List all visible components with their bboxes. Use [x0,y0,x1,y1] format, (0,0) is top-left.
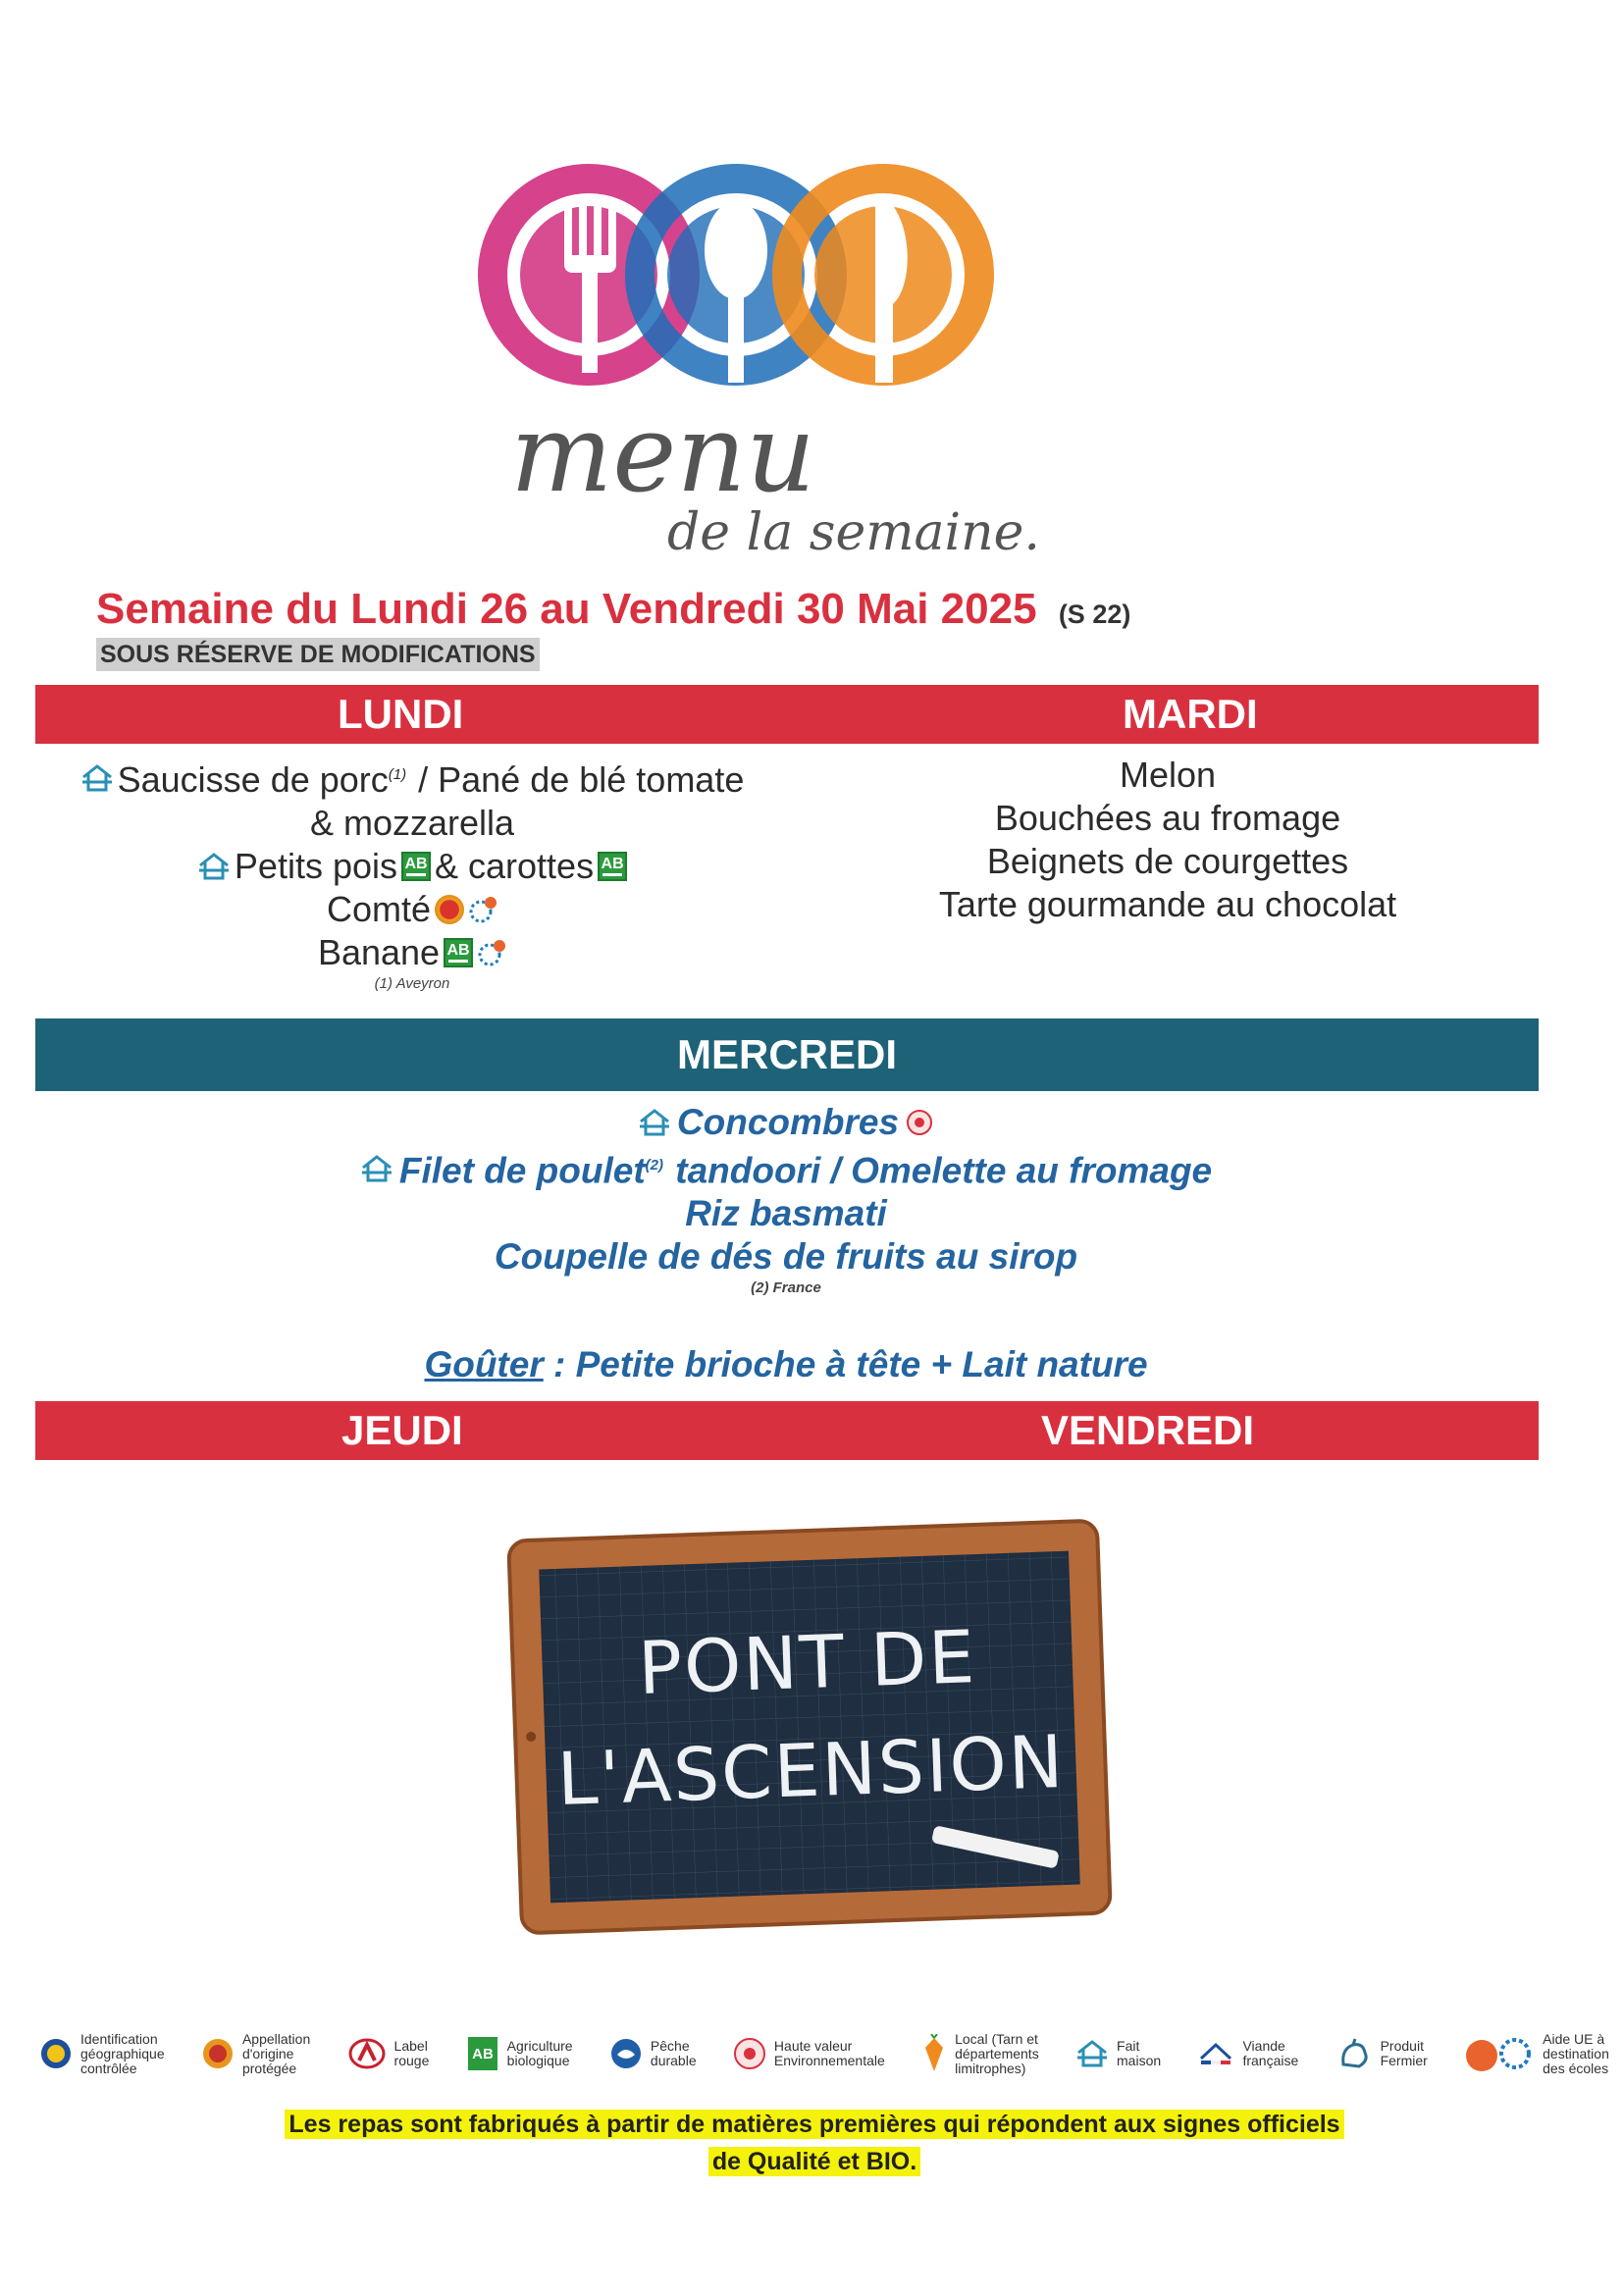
peche-durable-icon [609,2037,643,2070]
week-title-text: Semaine du Lundi 26 au Vendredi 30 Mai 2025 [96,585,1037,633]
fait-maison-icon [197,852,231,881]
lundi-line-5 [20,931,805,974]
mardi-item: Beignets de courgettes [986,841,1349,881]
mardi-item: Bouchées au fromage [994,798,1341,838]
week-title [96,585,1130,634]
mercredi-line-1 [35,1101,1537,1144]
quality-footer [196,2106,1433,2180]
label-legend [39,2019,1609,2088]
legend-item: Viande française [1197,2039,1298,2068]
fait-maison-icon [80,763,114,793]
mercredi-item-concombres: Concombres [676,1102,900,1142]
legend-item: Haute valeur Environnementale [733,2037,885,2070]
produit-fermier-icon [1335,2035,1373,2072]
bar-jeudi-vendredi [35,1401,1539,1460]
day-jeudi: JEUDI [341,1407,463,1453]
ref-1: (1) [388,766,407,783]
lundi-line-3 [20,845,805,888]
mardi-item: Tarte gourmande au chocolat [938,884,1397,924]
mardi-menu [795,754,1541,926]
board-line-1: PONT DE [636,1615,978,1712]
legend-item: Appellation d'origine protégée [201,2032,310,2076]
logo-word-menu: menu [510,391,816,516]
day-mercredi: MERCREDI [676,1031,898,1077]
aide-ue-icon [468,895,497,924]
day-mardi: MARDI [1123,691,1258,737]
lundi-line-1 [20,754,805,802]
board-line-2: L'ASCENSION [555,1719,1067,1822]
hve-icon [733,2037,766,2070]
logo-word-semaine: de la semaine. [667,503,1040,562]
footer-line-1: Les repas sont fabriqués à partir de matières premières qui répondent aux signes officiels [285,2110,1343,2139]
legend-item: Aide UE à destination des écoles [1464,2032,1609,2076]
mercredi-item-riz: Riz basmati [685,1193,887,1234]
hve-icon [905,1108,934,1137]
viande-francaise-icon [1197,2039,1234,2068]
chalkboard-image [496,1501,1124,1953]
ab-icon: AB [401,852,431,881]
lundi-item-pane: / Pané de blé tomate [408,759,745,800]
aop-icon [435,895,464,924]
week-number: (S 22) [1058,600,1131,629]
gouter-text: : Petite brioche à tête + Lait nature [543,1344,1148,1384]
lundi-menu [20,754,805,994]
svg-text:AB: AB [471,2046,494,2062]
aide-ue-icon [1464,2032,1535,2075]
day-vendredi: VENDREDI [1041,1407,1255,1453]
gouter-label: Goûter [424,1344,544,1384]
mercredi-item-poulet: Filet de poulet [398,1150,646,1191]
mercredi-line-2 [35,1144,1537,1192]
fait-maison-icon [638,1108,671,1137]
menu-logo [471,157,1138,569]
lundi-item-comte: Comté [326,889,432,929]
mercredi-menu [35,1101,1537,1298]
mercredi-item-omelette: tandoori / Omelette au fromage [664,1150,1213,1191]
lundi-item-petits-pois: Petits pois [234,846,397,886]
legend-item: Identification géographique contrôlée [39,2032,165,2076]
legend-item: Fait maison [1075,2039,1161,2068]
footer-line-2: de Qualité et BIO. [708,2147,920,2176]
ab-icon: AB [444,938,473,967]
ab-icon [466,2035,499,2072]
bar-mercredi [35,1018,1539,1091]
lundi-item-saucisse: Saucisse de porc [117,759,389,800]
lundi-item-mozzarella: & mozzarella [309,803,515,843]
legend-item: Local (Tarn et départements limitrophes) [921,2032,1039,2076]
aide-ue-icon [477,938,506,967]
day-lundi: LUNDI [338,691,464,737]
legend-item: Produit Fermier [1335,2035,1428,2072]
lundi-item-carottes: & carottes [435,846,595,886]
lundi-note: (1) Aveyron [374,975,450,992]
local-icon [921,2034,947,2073]
ref-2: (2) [645,1157,663,1174]
aop-icon [201,2037,235,2070]
bar-lundi-mardi [35,685,1539,744]
fait-maison-icon [360,1154,393,1183]
mercredi-item-coupelle: Coupelle de dés de fruits au sirop [494,1236,1078,1278]
legend-item: AB Agriculture biologique [466,2035,573,2072]
legend-item: Pêche durable [609,2037,697,2070]
ab-icon: AB [598,852,627,881]
label-rouge-icon [347,2037,387,2070]
reserve-notice: SOUS RÉSERVE DE MODIFICATIONS [96,638,540,671]
mardi-item: Melon [1119,755,1217,795]
igp-icon [39,2037,73,2070]
gouter [35,1344,1537,1385]
mercredi-note: (2) France [751,1279,821,1297]
lundi-item-banane: Banane [317,932,441,972]
legend-item: Label rouge [347,2037,430,2070]
lundi-line-4 [20,888,805,931]
fait-maison-icon [1075,2039,1109,2068]
